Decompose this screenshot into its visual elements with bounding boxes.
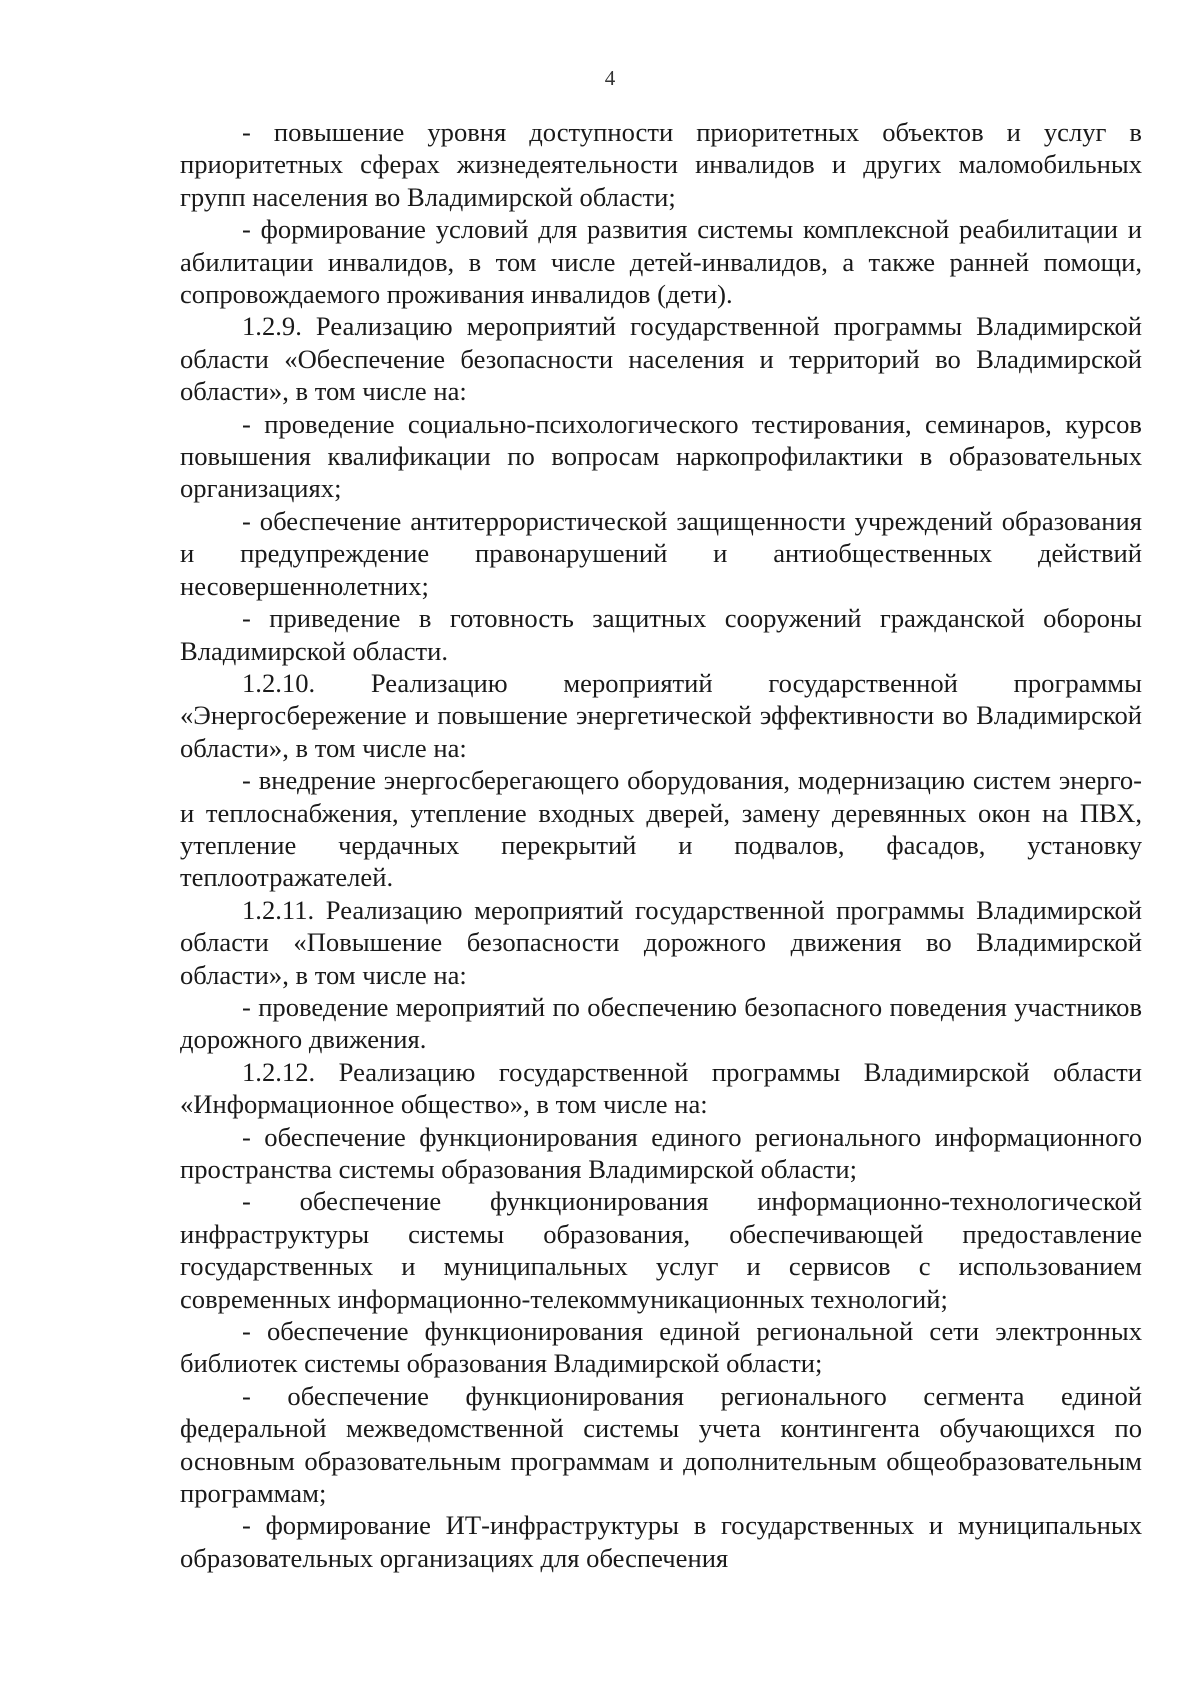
bullet-psych-testing: - проведение социально-психологического тестирования, семинаров, курсов повышения квалификации по вопросам наркопрофилактики в образовательных организациях; (180, 408, 1142, 504)
bullet-info-space: - обеспечение функционирования единого регионального информационного пространства системы образования Владимирской области; (180, 1121, 1142, 1184)
section-1-2-10: 1.2.10. Реализацию мероприятий государственной программы «Энергосбережение и повышение энергетической эффективности во Владимирской области», в том числе на: (180, 667, 1142, 763)
document-body (180, 116, 1142, 1574)
section-1-2-9: 1.2.9. Реализацию мероприятий государственной программы Владимирской области «Обеспечение безопасности населения и территорий во Владимирской области», в том числе на: (180, 311, 1142, 407)
bullet-rehabilitation: - формирование условий для развития системы комплексной реабилитации и абилитации инвалидов, в том числе детей-инвалидов, а также ранней помощи, сопровождаемого проживания инвалидов (дети). (180, 214, 1142, 310)
bullet-accessibility: - повышение уровня доступности приоритетных объектов и услуг в приоритетных сферах жизнедеятельности инвалидов и других маломобильных групп населения во Владимирской области; (180, 117, 1142, 212)
bullet-e-libraries: - обеспечение функционирования единой региональной сети электронных библиотек системы образования Владимирской области; (180, 1316, 1142, 1379)
bullet-it-infrastructure: - обеспечение функционирования информационно-технологической инфраструктуры системы образования, обеспечивающей предоставление государственных и муниципальных услуг и сервисов с использованием современных информационно-телекоммуникационных технологий; (180, 1186, 1142, 1314)
bullet-road-safety: - проведение мероприятий по обеспечению безопасного поведения участников дорожного движения. (180, 991, 1142, 1055)
section-1-2-11: 1.2.11. Реализацию мероприятий государственной программы Владимирской области «Повышение безопасности дорожного движения во Владимирской области», в том числе на: (180, 894, 1142, 990)
bullet-it-formation: - формирование ИТ-инфраструктуры в государственных и муниципальных образовательных организациях для обеспечения (180, 1510, 1142, 1573)
bullet-energy-saving: - внедрение энергосберегающего оборудования, модернизацию систем энерго- и теплоснабжения, утепление входных дверей, замену деревянных окон на ПВХ, утепление чердачных перекрытий и подвалов, фасадов, установку теплоотражателей. (180, 765, 1142, 893)
page-number: 4 (604, 66, 616, 90)
bullet-antiterror: - обеспечение антитеррористической защищенности учреждений образования и предупреждение правонарушений и антиобщественных действий несовершеннолетних; (180, 505, 1142, 601)
bullet-student-registry: - обеспечение функционирования регионального сегмента единой федеральной межведомственной системы учета контингента обучающихся по основным образовательным программам и дополнительным общеобразовательным программам; (180, 1380, 1142, 1509)
bullet-civil-defense: - приведение в готовность защитных сооружений гражданской обороны Владимирской области. (180, 603, 1142, 666)
section-1-2-12: 1.2.12. Реализацию государственной программы Владимирской области «Информационное общество», в том числе на: (180, 1056, 1142, 1120)
